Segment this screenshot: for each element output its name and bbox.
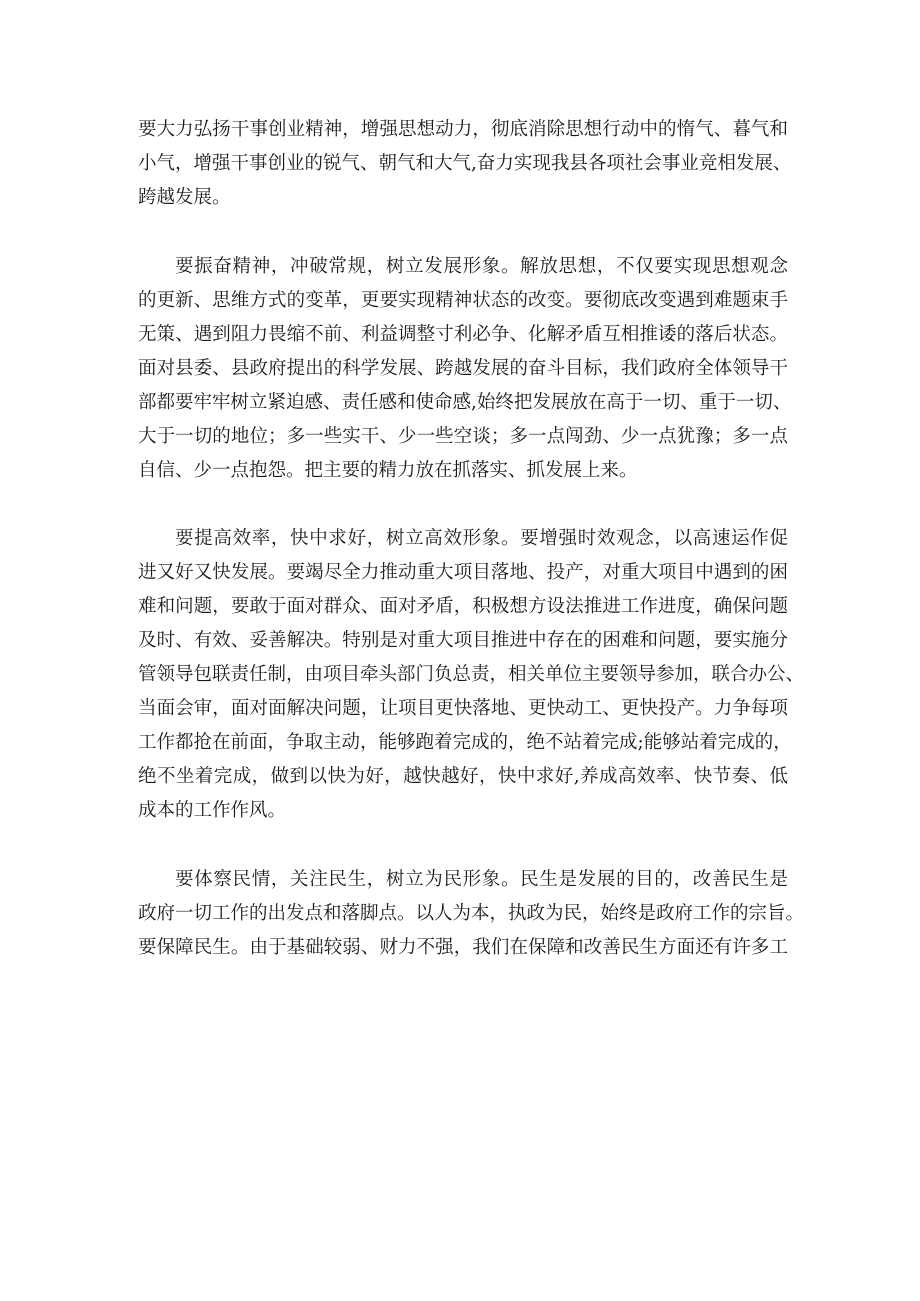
text-line: 及时、有效、妥善解决。特别是对重大项目推进中存在的困难和问题，要实施分	[138, 630, 788, 651]
text-line: 跨越发展。	[138, 187, 231, 208]
text-line: 绝不坐着完成，做到以快为好，越快越好，快中求好,养成高效率、快节奏、低	[138, 766, 788, 787]
text-line: 大于一切的地位；多一些实干、少一些空谈；多一点闯劲、少一点犹豫；多一点	[138, 425, 788, 447]
text-line: 进又好又快发展。要竭尽全力推动重大项目落地、投产，对重大项目中遇到的困	[138, 562, 788, 583]
text-line: 小气，增强干事创业的锐气、朝气和大气,奋力实现我县各项社会事业竞相发展、	[138, 153, 792, 174]
text-line: 要体察民情，关注民生，树立为民形象。民生是发展的目的，改善民生是	[175, 868, 788, 890]
document-body	[138, 113, 805, 965]
text-line: 的更新、思维方式的变革，更要实现精神状态的改变。要彻底改变遇到难题束手	[138, 289, 788, 311]
text-line: 要保障民生。由于基础较弱、财力不强，我们在保障和改善民生方面还有许多工	[138, 936, 788, 958]
paragraph-gap	[138, 828, 788, 863]
paragraph	[138, 250, 792, 488]
text-line: 要振奋精神，冲破常规，树立发展形象。解放思想，不仅要实现思想观念	[175, 255, 788, 277]
paragraph	[138, 863, 805, 965]
text-line: 政府一切工作的出发点和落脚点。以人为本，执政为民，始终是政府工作的宗旨。	[138, 902, 805, 924]
text-line: 自信、少一点抱怨。把主要的精力放在抓落实、抓发展上来。	[138, 459, 638, 481]
text-line: 难和问题，要敢于面对群众、面对矛盾，积极想方设法推进工作进度，确保问题	[138, 596, 788, 617]
text-line: 要提高效率，快中求好，树立高效形象。要增强时效观念，以高速运作促	[175, 528, 788, 549]
text-line: 无策、遇到阻力畏缩不前、利益调整寸利必争、化解矛盾互相推诿的落后状态。	[138, 323, 788, 345]
paragraph	[138, 113, 792, 215]
paragraph	[138, 522, 805, 828]
text-line: 工作都抢在前面，争取主动，能够跑着完成的，绝不站着完成;能够站着完成的，	[138, 732, 792, 753]
text-line: 当面会审，面对面解决问题，让项目更快落地、更快动工、更快投产。力争每项	[138, 698, 788, 719]
text-line: 管领导包联责任制，由项目牵头部门负总责，相关单位主要领导参加，联合办公、	[138, 664, 805, 685]
paragraph-gap	[138, 488, 788, 523]
text-line: 部都要牢牢树立紧迫感、责任感和使命感,始终把发展放在高于一切、重于一切、	[138, 391, 792, 413]
text-line: 面对县委、县政府提出的科学发展、跨越发展的奋斗目标，我们政府全体领导干	[138, 357, 788, 379]
paragraph-gap	[138, 215, 788, 250]
text-line: 要大力弘扬干事创业精神，增强思想动力，彻底消除思想行动中的惰气、暮气和	[138, 119, 788, 140]
text-line: 成本的工作作风。	[138, 800, 287, 821]
